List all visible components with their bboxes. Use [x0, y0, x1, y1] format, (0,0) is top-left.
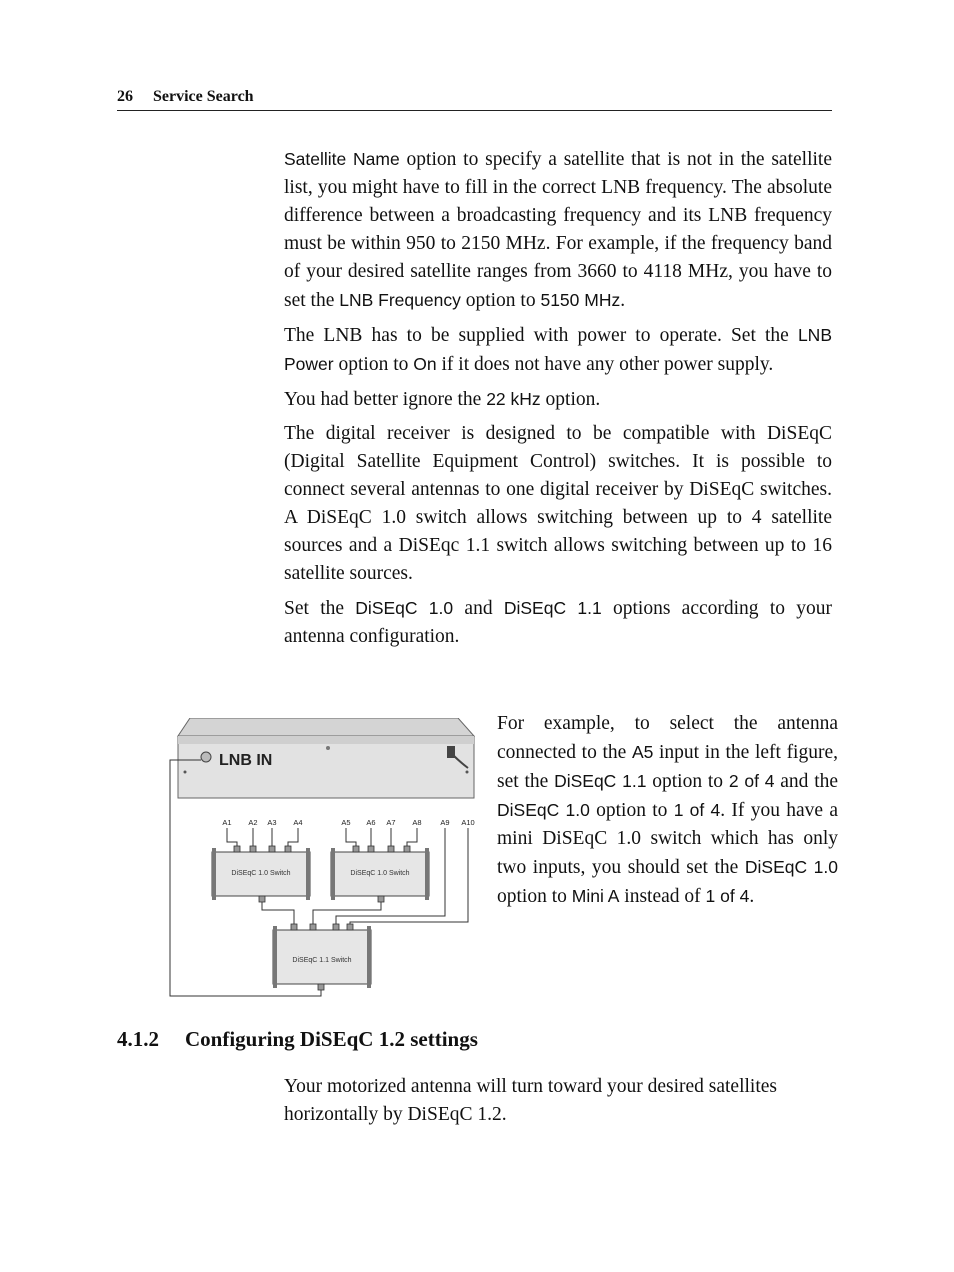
left-switch-label: DiSEqC 1.0 Switch	[231, 870, 291, 877]
input-label-a10: A10	[461, 818, 475, 827]
input-label-a9: A9	[440, 818, 450, 827]
left-switch-out-port	[259, 896, 265, 902]
text-run: options according to your antenna configuration.	[284, 598, 833, 647]
input-label-a4: A4	[293, 818, 303, 827]
text-run: .	[749, 886, 755, 907]
term-5150-mhz: 5150 MHz	[540, 290, 621, 310]
input-label-a1: A1	[222, 818, 232, 827]
text-run: .	[620, 290, 626, 311]
bottom-switch-clamp	[273, 926, 277, 988]
body-text	[284, 145, 832, 657]
left-switch-port	[234, 846, 240, 852]
text-run: option to	[646, 771, 729, 792]
term-on: On	[413, 354, 437, 374]
text-run: option to specify a satellite that is not in the satellite list, you might have to fill in the correct LNB frequency. The absolute difference between a broadcasting frequency and its LNB frequency must be within 950 to 2150 MHz. For example, if the frequency band of your desired satellite ranges from 3660 to 4118 MHz, you have to set the	[284, 149, 832, 311]
text-run: option.	[540, 389, 601, 410]
left-switch-port	[285, 846, 291, 852]
bottom-switch-port	[310, 924, 316, 930]
input-label-a5: A5	[341, 818, 351, 827]
receiver-dot	[184, 771, 187, 774]
term-diseqc-10: DiSEqC 1.0	[744, 857, 838, 877]
input-label-a6: A6	[366, 818, 376, 827]
right-switch-clamp	[425, 848, 429, 900]
text-run: and	[453, 598, 504, 619]
diseqc-wiring-figure	[168, 718, 480, 1000]
term-22-khz: 22 kHz	[486, 389, 541, 409]
lnb-in-connector	[201, 752, 211, 762]
text-run: option to	[460, 290, 541, 311]
paragraph-lnb-power	[284, 321, 832, 379]
input-label-a8: A8	[412, 818, 422, 827]
term-a5: A5	[631, 742, 654, 762]
input-label-a3: A3	[267, 818, 277, 827]
bottom-switch-clamp	[367, 926, 371, 988]
receiver-screw	[326, 746, 330, 750]
term-1-of-4: 1 of 4	[673, 800, 721, 820]
figure-caption-text	[497, 710, 838, 911]
paragraph-diseqc-set	[284, 594, 832, 651]
right-switch-port	[368, 846, 374, 852]
left-switch	[212, 846, 310, 902]
bottom-switch-label: DiSEqC 1.1 Switch	[292, 957, 352, 964]
bottom-switch	[273, 924, 371, 990]
text-run: option to	[589, 800, 674, 821]
bottom-switch-out-port	[318, 984, 324, 990]
section-number: 4.1.2	[117, 1027, 159, 1051]
term-diseqc-10: DiSEqC 1.0	[497, 800, 590, 820]
right-switch-port	[388, 846, 394, 852]
bottom-switch-port	[291, 924, 297, 930]
input-label-a2: A2	[248, 818, 258, 827]
text-run: option to	[497, 886, 572, 907]
term-lnb-power: LNB Power	[284, 325, 832, 374]
bottom-switch-port	[333, 924, 339, 930]
section-title: Configuring DiSEqC 1.2 settings	[185, 1027, 478, 1051]
right-switch-port	[404, 846, 410, 852]
term-mini-a: Mini A	[571, 886, 620, 906]
right-switch-clamp	[331, 848, 335, 900]
text-run: option to	[333, 354, 414, 375]
right-switch	[331, 846, 429, 902]
left-switch-clamp	[306, 848, 310, 900]
receiver-dot	[466, 771, 469, 774]
paragraph-lnb-frequency	[284, 145, 832, 315]
wire-left-switch-out	[262, 896, 294, 928]
paragraph-example	[497, 710, 838, 911]
running-section-title: Service Search	[153, 88, 254, 105]
text-run: The LNB has to be supplied with power to operate. Set the	[284, 325, 798, 346]
diseqc-diagram	[168, 718, 480, 1000]
term-lnb-frequency: LNB Frequency	[339, 290, 461, 310]
text-run: You had better ignore the	[284, 389, 487, 410]
input-label-a7: A7	[386, 818, 396, 827]
term-diseqc-11: DiSEqC 1.1	[503, 598, 602, 618]
receiver-lip	[178, 736, 474, 744]
term-satellite-name: Satellite Name	[284, 149, 400, 169]
paragraph-motorized: Your motorized antenna will turn toward your desired satellites horizontally by DiSEqC 1.2.	[284, 1076, 777, 1125]
page-number: 26	[117, 88, 133, 105]
text-run: and the	[774, 771, 839, 792]
term-2-of-4: 2 of 4	[728, 771, 775, 791]
receiver-top	[178, 718, 474, 736]
text-run: instead of	[619, 886, 706, 907]
right-switch-label: DiSEqC 1.0 Switch	[350, 870, 410, 877]
text-run: Set the	[284, 598, 356, 619]
text-run: For example, to select the antenna connected to the	[497, 713, 838, 763]
paragraph-22khz	[284, 385, 832, 414]
section-body	[284, 1073, 832, 1129]
text-run: if it does not have any other power supply.	[436, 354, 774, 375]
left-switch-clamp	[212, 848, 216, 900]
left-switch-port	[250, 846, 256, 852]
term-diseqc-11: DiSEqC 1.1	[554, 771, 647, 791]
paragraph-diseqc-intro: The digital receiver is designed to be compatible with DiSEqC (Digital Satellite Equipment Control) switches. It is possible to connect several antennas to one digital receiver by DiSEqC switches. A DiSEqC 1.0 switch allows switching between up to 4 satellite sources and a DiSEqc 1.1 switch allows switching between up to 16 satellite sources.	[284, 423, 832, 584]
right-switch-port	[353, 846, 359, 852]
page-header	[117, 86, 832, 111]
term-1-of-4: 1 of 4	[705, 886, 750, 906]
term-diseqc-10: DiSEqC 1.0	[355, 598, 454, 618]
left-switch-port	[269, 846, 275, 852]
text-run: input in the left figure, set the	[497, 742, 839, 792]
wire-right-switch-out	[313, 896, 381, 928]
lnb-in-label: LNB IN	[219, 752, 273, 769]
right-switch-out-port	[378, 896, 384, 902]
text-run: . If you have a mini DiSEqC 1.0 switch which has only two inputs, you should set the	[497, 800, 838, 878]
bottom-switch-port	[347, 924, 353, 930]
